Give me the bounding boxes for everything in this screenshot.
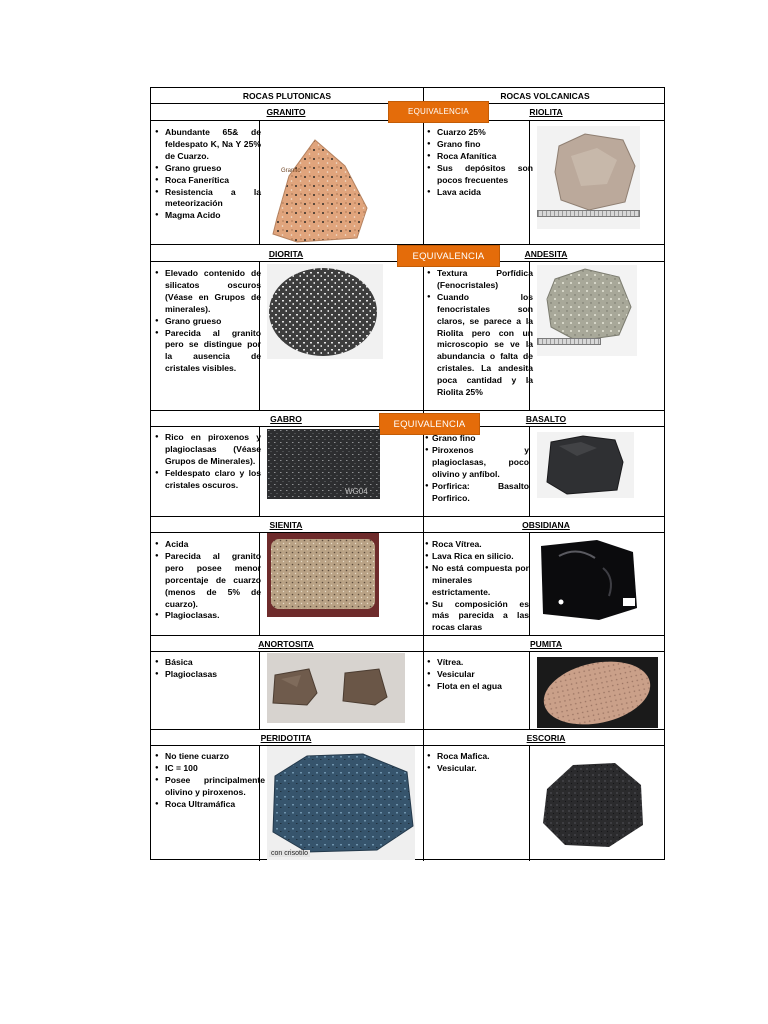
list-item: ● Rico en piroxenos y plagioclasas (Véase Grupos de Minerales). <box>165 432 261 468</box>
list-item: ● Abundante 65& de feldespato K, Na Y 25% de Cuarzo. <box>165 127 261 163</box>
escoria-properties <box>427 751 533 775</box>
list-item: ● No tiene cuarzo <box>165 751 265 763</box>
rock-name-basalto: BASALTO <box>525 414 567 424</box>
anortosita-photo <box>267 653 405 723</box>
list-item: ● Grano fino <box>437 139 533 151</box>
scale-ruler <box>537 338 601 345</box>
basalto-properties <box>426 433 529 504</box>
list-item: ● Flota en el agua <box>437 681 533 693</box>
rock-name-diorita: DIORITA <box>268 249 304 259</box>
rock-name-granito: GRANITO <box>266 107 306 117</box>
list-item: ● Posee principalmente olivino y piroxenos. <box>165 775 265 799</box>
obsidiana-photo <box>537 538 638 624</box>
list-item: ● Vesicular. <box>437 763 533 775</box>
list-item: ● Roca Vítrea. <box>432 539 529 551</box>
list-item: ● Cuarzo 25% <box>437 127 533 139</box>
riolita-photo <box>537 126 640 229</box>
list-item: ● Roca Fanerítica <box>165 175 261 187</box>
rock-name-escoria: ESCORIA <box>526 733 566 743</box>
list-item: ● Su composición es más parecida a las rocas claras <box>432 599 529 635</box>
rock-name-riolita: RIOLITA <box>529 107 563 117</box>
list-item: ● Vítrea. <box>437 657 533 669</box>
list-item: ● Plagioclasas <box>165 669 261 681</box>
peridotita-photo <box>267 746 415 860</box>
list-item: ● Textura Porfídica (Fenocristales) <box>437 268 533 292</box>
list-item: ● No está compuesta por minerales estrictamente. <box>432 563 529 599</box>
pumita-properties <box>427 657 533 693</box>
list-item: ● Piroxenos y plagioclasas, poco olivino y anfíbol. <box>432 445 529 481</box>
peridotita-photo-tag: con crisotilo <box>271 850 308 857</box>
rock-name-pumita: PUMITA <box>530 639 562 649</box>
obsidiana-properties <box>426 539 529 634</box>
gabro-photo <box>267 429 380 499</box>
list-item: ● Magma Acido <box>165 210 261 222</box>
list-item: ● Lava acida <box>437 187 533 199</box>
granito-photo <box>267 138 371 244</box>
header-volcanic: ROCAS VOLCANICAS <box>500 91 590 101</box>
rock-comparison-table <box>150 87 665 860</box>
andesita-properties <box>427 268 533 399</box>
diorita-properties <box>155 268 261 375</box>
equivalence-badge: EQUIVALENCIA <box>388 101 489 123</box>
sienita-photo <box>267 533 379 617</box>
rock-name-andesita: ANDESITA <box>524 249 568 259</box>
pumita-photo <box>537 657 658 728</box>
list-item: ● Lava Rica en silicio. <box>432 551 529 563</box>
list-item: ● Vesicular <box>437 669 533 681</box>
gabro-photo-tag: WG04 <box>345 487 368 496</box>
grid-line <box>529 426 530 516</box>
list-item: ● Porfirica: Basalto Porfirico. <box>432 481 529 505</box>
list-item: ● Roca Ultramáfica <box>165 799 265 811</box>
list-item: ● Parecida al granito pero posee menor porcentaje de cuarzo (menos de 5% de cuarzo). <box>165 551 261 611</box>
list-item: ● Elevado contenido de silicatos oscuros (Véase en Grupos de minerales). <box>165 268 261 316</box>
list-item: ● Cuando los fenocristales son claros, se parece a la Riolita pero con un microscopio se ve la abundancia o falta de cristales. La andesita poca cantidad y la Riolita 25% <box>437 292 533 399</box>
basalto-photo <box>537 432 634 498</box>
list-item: ● Acida <box>165 539 261 551</box>
list-item: ● Grano grueso <box>165 163 261 175</box>
list-item: ● Roca Mafica. <box>437 751 533 763</box>
gabro-properties <box>155 432 261 492</box>
header-plutonic: ROCAS PLUTONICAS <box>242 91 332 101</box>
granito-photo-tag: Granito <box>281 168 301 174</box>
list-item: ● Parecida al granito pero se distingue por la ausencia de cristales visibles. <box>165 328 261 376</box>
rock-name-anortosita: ANORTOSITA <box>258 639 314 649</box>
list-item: ● Resistencia a la meteorización <box>165 187 261 211</box>
list-item: ● Roca Afanítica <box>437 151 533 163</box>
rock-name-peridotita: PERIDOTITA <box>260 733 312 743</box>
list-item: ● Feldespato claro y los cristales oscuros. <box>165 468 261 492</box>
anortosita-properties <box>155 657 261 681</box>
rock-name-sienita: SIENITA <box>269 520 303 530</box>
list-item: ● Grano grueso <box>165 316 261 328</box>
escoria-photo <box>537 749 651 852</box>
granito-properties <box>155 127 261 222</box>
rock-name-gabro: GABRO <box>270 414 302 424</box>
list-item: ● Plagioclasas. <box>165 610 261 622</box>
equivalence-badge: EQUIVALENCIA <box>379 413 480 435</box>
list-item: ● Básica <box>165 657 261 669</box>
list-item: ● Sus depósitos son pocos frecuentes <box>437 163 533 187</box>
scale-ruler <box>537 210 640 217</box>
riolita-properties <box>427 127 533 198</box>
sienita-properties <box>155 539 261 622</box>
rock-name-obsidiana: OBSIDIANA <box>522 520 570 530</box>
diorita-photo <box>267 264 383 359</box>
grid-line <box>423 88 424 861</box>
list-item: ● Grano fino <box>432 433 529 445</box>
peridotita-properties <box>155 751 265 811</box>
grid-line <box>529 532 530 635</box>
list-item: ● IC = 100 <box>165 763 265 775</box>
equivalence-badge: EQUIVALENCIA <box>397 245 500 267</box>
andesita-photo <box>537 265 637 356</box>
